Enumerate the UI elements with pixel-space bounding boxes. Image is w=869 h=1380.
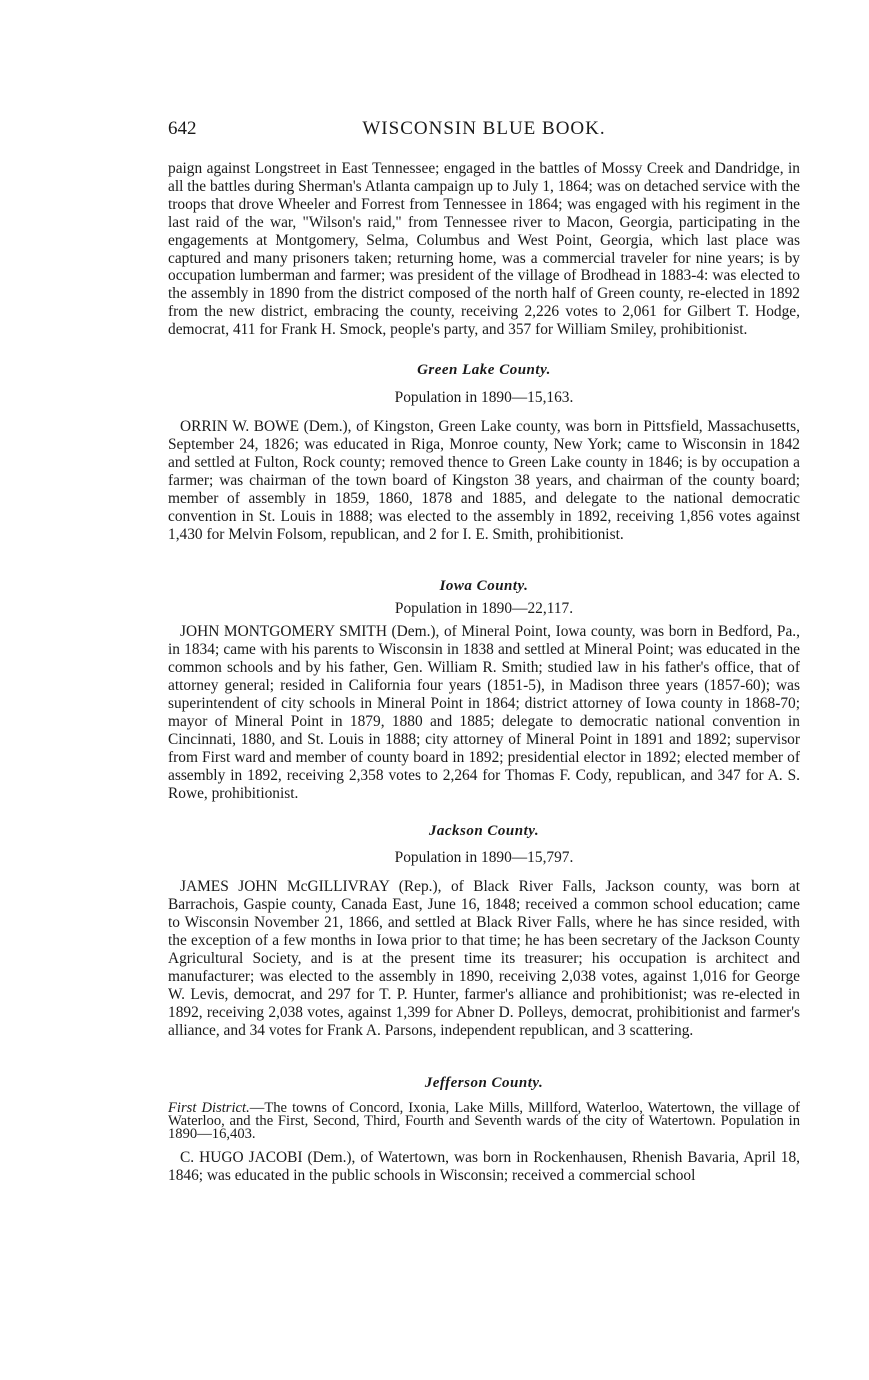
running-title: WISCONSIN BLUE BOOK.: [362, 118, 606, 139]
biography-hugo-jacobi: C. HUGO JACOBI (Dem.), of Watertown, was born in Rockenhausen, Rhenish Bavaria, April 18, 1846; was educated in the public schools in Wisconsin; received a commercial school: [168, 1149, 800, 1185]
population-jackson: Population in 1890—15,797.: [394, 849, 574, 867]
district-text: —The towns of Concord, Ixonia, Lake Mills, Millford, Waterloo, Watertown, the village of Waterloo, and the First, Second, Third, Fourth and Seventh wards of the city of Watertown. Population in 1890—16,403.: [168, 1099, 800, 1143]
county-heading-iowa: Iowa County.: [439, 578, 529, 595]
district-description: [168, 1099, 800, 1143]
county-heading-green-lake: Green Lake County.: [417, 362, 551, 379]
population-iowa: Population in 1890—22,117.: [394, 600, 574, 618]
district-label: First District.: [168, 1099, 250, 1116]
county-heading-jefferson: Jefferson County.: [424, 1074, 544, 1091]
continued-biography-paragraph: paign against Longstreet in East Tennessee; engaged in the battles of Mossy Creek and Dandridge, in all the battles during Sherman's Atlanta campaign up to July 1, 1864; was on detached service with the troops that drove Wheeler and Forrest from Tennessee in 1864; was engaged with his regiment in the last raid of the war, "Wilson's raid," from Tennessee river to Macon, Georgia, participating in the engagements at Montgomery, Selma, Columbus and West Point, Georgia, which last place was captured and many prisoners taken; returning home, was a commercial traveler for nine years; is by occupation lumberman and farmer; was president of the village of Brodhead in 1883-4: was elected to the assembly in 1890 from the district composed of the north half of Green county, re-elected in 1892 from the new district, embracing the county, receiving 2,226 votes to 2,061 for Gilbert T. Hodge, democrat, 411 for Frank H. Smock, people's party, and 357 for William Smiley, prohibitionist.: [168, 160, 800, 339]
biography-john-smith: JOHN MONTGOMERY SMITH (Dem.), of Mineral Point, Iowa county, was born in Bedford, Pa., in 1834; came with his parents to Wisconsin in 1838 and settled at Mineral Point; was educated in the common schools and by his father, Gen. William R. Smith; studied law in his father's office, that of attorney general; resided in California four years (1851-5), in Madison three years (1857-60); was superintendent of city schools in Mineral Point in 1864; district attorney of Iowa county in 1868-70; mayor of Mineral Point in 1879, 1880 and 1885; delegate to democratic national convention in Cincinnati, 1880, and St. Louis in 1888; city attorney of Mineral Point in 1891 and 1892; supervisor from First ward and member of county board in 1892; presidential elector in 1892; elected member of assembly in 1892, receiving 2,358 votes to 2,264 for Thomas F. Cody, republican, and 347 for A. S. Rowe, prohibitionist.: [168, 623, 800, 802]
county-heading-jackson: Jackson County.: [428, 823, 540, 840]
population-green-lake: Population in 1890—15,163.: [394, 389, 574, 407]
text-column: [168, 160, 800, 1185]
page-header: [168, 118, 800, 142]
biography-orrin-bowe: ORRIN W. BOWE (Dem.), of Kingston, Green Lake county, was born in Pittsfield, Massachusetts, September 24, 1826; was educated in Riga, Monroe county, New York; came to Wisconsin in 1842 and settled at Fulton, Rock county; removed thence to Green Lake county in 1846; is by occupation a farmer; was chairman of the town board of Kingston 38 years, and chairman of the county board; member of assembly in 1859, 1860, 1878 and 1885, and delegate to the national democratic convention in St. Louis in 1888; was elected to the assembly in 1892, receiving 1,856 votes against 1,430 for Melvin Folsom, republican, and 2 for I. E. Smith, prohibitionist.: [168, 418, 800, 543]
page-number: 642: [168, 118, 197, 139]
biography-james-mcgillivray: JAMES JOHN McGILLIVRAY (Rep.), of Black River Falls, Jackson county, was born at Barrachois, Gaspie county, Canada East, June 16, 1848; received a common school education; came to Wisconsin November 21, 1866, and settled at Black River Falls, where he has since resided, with the exception of a few months in Iowa prior to that time; he has been secretary of the Jackson County Agricultural Society, and is at the present time its treasurer; his occupation is architect and manufacturer; was elected to the assembly in 1890, receiving 2,038 votes, against 1,016 for George W. Levis, democrat, and 297 for T. P. Hunter, farmer's alliance and prohibitionist; was re-elected in 1892, receiving 2,038 votes, against 1,399 for Abner D. Polleys, democrat, prohibitionist and farmer's alliance, and 34 votes for Frank A. Parsons, independent republican, and 3 scattering.: [168, 878, 800, 1039]
